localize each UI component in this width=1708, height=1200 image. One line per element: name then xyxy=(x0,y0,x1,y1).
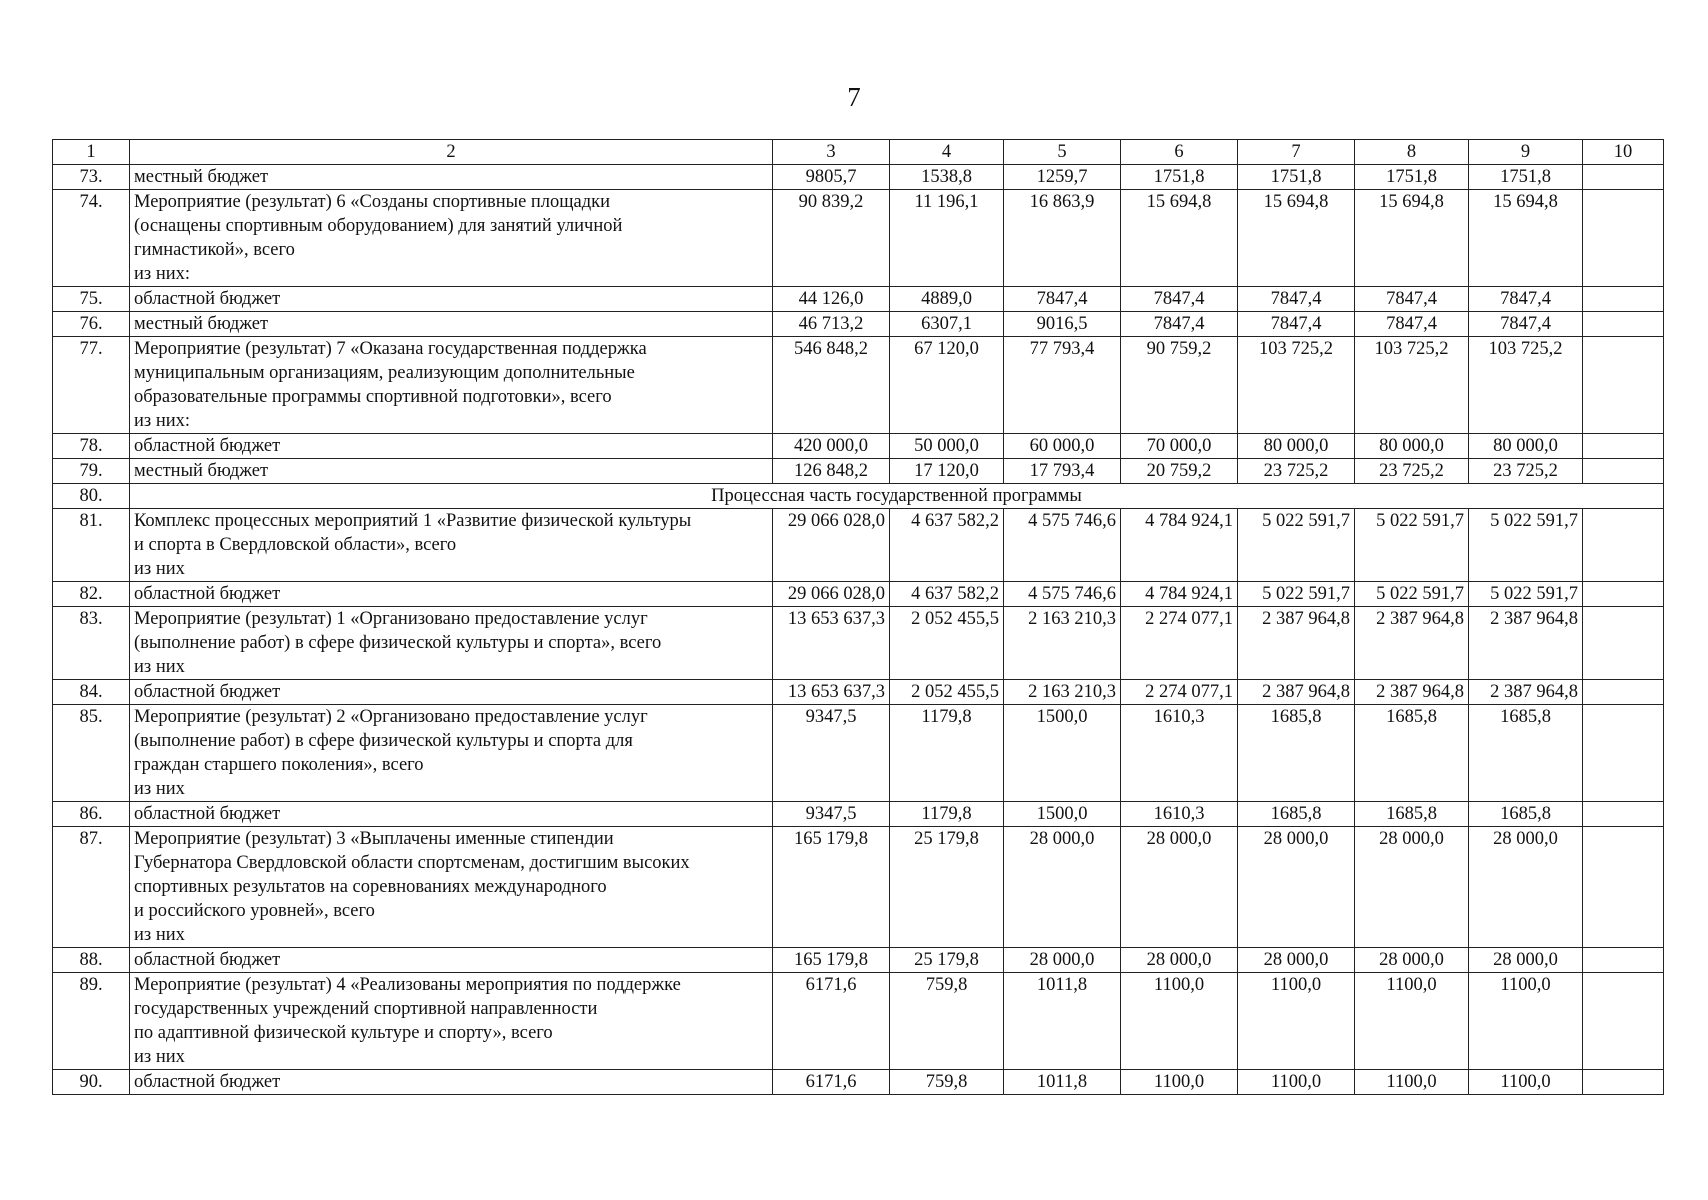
value-cell: 67 120,0 xyxy=(890,337,1004,434)
value-cell xyxy=(1583,827,1664,948)
value-cell: 7847,4 xyxy=(1469,312,1583,337)
value-cell: 28 000,0 xyxy=(1355,827,1469,948)
row-number: 82. xyxy=(53,582,130,607)
table-row xyxy=(53,827,1664,948)
value-cell: 2 052 455,5 xyxy=(890,680,1004,705)
description-line: гимнастикой», всего xyxy=(134,240,295,260)
value-cell: 15 694,8 xyxy=(1121,190,1238,287)
value-cell: 9805,7 xyxy=(773,165,890,190)
description-line: (выполнение работ) в сфере физической культуры и спорта», всего xyxy=(134,633,662,653)
value-cell: 1100,0 xyxy=(1238,973,1355,1070)
value-cell: 1685,8 xyxy=(1355,705,1469,802)
value-cell: 5 022 591,7 xyxy=(1238,582,1355,607)
value-cell xyxy=(1583,680,1664,705)
value-cell: 4 784 924,1 xyxy=(1121,509,1238,582)
description-line: из них xyxy=(134,1047,185,1067)
header-cell: 3 xyxy=(773,140,890,165)
table-row xyxy=(53,165,1664,190)
value-cell: 28 000,0 xyxy=(1238,827,1355,948)
description-line: Мероприятие (результат) 4 «Реализованы мероприятия по поддержке xyxy=(134,975,681,995)
description-line: областной бюджет xyxy=(134,584,281,604)
value-cell: 2 387 964,8 xyxy=(1469,607,1583,680)
value-cell: 28 000,0 xyxy=(1238,948,1355,973)
value-cell: 29 066 028,0 xyxy=(773,582,890,607)
row-number: 73. xyxy=(53,165,130,190)
value-cell: 5 022 591,7 xyxy=(1355,582,1469,607)
header-cell: 2 xyxy=(130,140,773,165)
page-number: 7 xyxy=(847,82,861,112)
value-cell: 1259,7 xyxy=(1004,165,1121,190)
value-cell: 25 179,8 xyxy=(890,827,1004,948)
row-number: 76. xyxy=(53,312,130,337)
value-cell: 9016,5 xyxy=(1004,312,1121,337)
value-cell: 1100,0 xyxy=(1469,973,1583,1070)
value-cell: 1179,8 xyxy=(890,802,1004,827)
value-cell: 1011,8 xyxy=(1004,973,1121,1070)
value-cell: 7847,4 xyxy=(1121,312,1238,337)
value-cell: 28 000,0 xyxy=(1355,948,1469,973)
value-cell: 90 759,2 xyxy=(1121,337,1238,434)
description-line: Комплекс процессных мероприятий 1 «Развитие физической культуры xyxy=(134,511,692,531)
table-row xyxy=(53,705,1664,802)
value-cell: 4 575 746,6 xyxy=(1004,582,1121,607)
table-row xyxy=(53,287,1664,312)
value-cell: 1610,3 xyxy=(1121,802,1238,827)
row-description xyxy=(130,582,773,607)
value-cell: 2 274 077,1 xyxy=(1121,607,1238,680)
value-cell: 1685,8 xyxy=(1238,705,1355,802)
value-cell: 5 022 591,7 xyxy=(1238,509,1355,582)
row-number: 83. xyxy=(53,607,130,680)
value-cell: 7847,4 xyxy=(1355,287,1469,312)
value-cell: 5 022 591,7 xyxy=(1469,582,1583,607)
row-number: 89. xyxy=(53,973,130,1070)
description-line: из них xyxy=(134,657,185,677)
value-cell xyxy=(1583,802,1664,827)
value-cell: 1100,0 xyxy=(1238,1070,1355,1095)
row-number: 78. xyxy=(53,434,130,459)
value-cell: 20 759,2 xyxy=(1121,459,1238,484)
value-cell: 25 179,8 xyxy=(890,948,1004,973)
value-cell: 4 784 924,1 xyxy=(1121,582,1238,607)
description-line: по адаптивной физической культуре и спорту», всего xyxy=(134,1023,553,1043)
value-cell: 1500,0 xyxy=(1004,705,1121,802)
value-cell xyxy=(1583,459,1664,484)
row-number: 86. xyxy=(53,802,130,827)
value-cell: 2 387 964,8 xyxy=(1238,680,1355,705)
table-row xyxy=(53,434,1664,459)
row-number: 74. xyxy=(53,190,130,287)
description-line: образовательные программы спортивной подготовки», всего xyxy=(134,387,612,407)
row-description xyxy=(130,190,773,287)
value-cell: 9347,5 xyxy=(773,705,890,802)
value-cell: 6171,6 xyxy=(773,1070,890,1095)
value-cell: 28 000,0 xyxy=(1004,827,1121,948)
value-cell: 28 000,0 xyxy=(1121,827,1238,948)
description-line: из них xyxy=(134,779,185,799)
row-description xyxy=(130,312,773,337)
description-line: Мероприятие (результат) 6 «Созданы спортивные площадки xyxy=(134,192,611,212)
row-description xyxy=(130,434,773,459)
row-description xyxy=(130,337,773,434)
value-cell xyxy=(1583,165,1664,190)
description-line: областной бюджет xyxy=(134,682,281,702)
budget-table xyxy=(52,139,1664,1095)
value-cell: 1751,8 xyxy=(1121,165,1238,190)
description-line: Мероприятие (результат) 2 «Организовано предоставление услуг xyxy=(134,707,648,727)
row-description xyxy=(130,827,773,948)
description-line: Мероприятие (результат) 7 «Оказана государственная поддержка xyxy=(134,339,647,359)
description-line: из них xyxy=(134,559,185,579)
table-row xyxy=(53,973,1664,1070)
section-row xyxy=(53,484,1664,509)
value-cell xyxy=(1583,190,1664,287)
value-cell: 17 120,0 xyxy=(890,459,1004,484)
value-cell: 1685,8 xyxy=(1238,802,1355,827)
row-description xyxy=(130,705,773,802)
value-cell: 420 000,0 xyxy=(773,434,890,459)
value-cell: 759,8 xyxy=(890,973,1004,1070)
row-number: 85. xyxy=(53,705,130,802)
value-cell: 1100,0 xyxy=(1121,1070,1238,1095)
description-line: спортивных результатов на соревнованиях международного xyxy=(134,877,607,897)
value-cell: 6307,1 xyxy=(890,312,1004,337)
value-cell: 1751,8 xyxy=(1238,165,1355,190)
value-cell: 2 387 964,8 xyxy=(1355,680,1469,705)
value-cell: 2 274 077,1 xyxy=(1121,680,1238,705)
value-cell: 6171,6 xyxy=(773,973,890,1070)
row-number: 80. xyxy=(53,484,130,509)
value-cell xyxy=(1583,312,1664,337)
row-number: 75. xyxy=(53,287,130,312)
value-cell: 7847,4 xyxy=(1121,287,1238,312)
value-cell: 80 000,0 xyxy=(1355,434,1469,459)
value-cell: 103 725,2 xyxy=(1238,337,1355,434)
value-cell: 23 725,2 xyxy=(1238,459,1355,484)
value-cell: 5 022 591,7 xyxy=(1469,509,1583,582)
description-line: Мероприятие (результат) 1 «Организовано предоставление услуг xyxy=(134,609,648,629)
section-title: Процессная часть государственной программы xyxy=(130,484,1664,509)
row-number: 87. xyxy=(53,827,130,948)
header-cell: 8 xyxy=(1355,140,1469,165)
value-cell: 46 713,2 xyxy=(773,312,890,337)
value-cell: 7847,4 xyxy=(1004,287,1121,312)
value-cell: 2 387 964,8 xyxy=(1238,607,1355,680)
value-cell: 50 000,0 xyxy=(890,434,1004,459)
value-cell: 759,8 xyxy=(890,1070,1004,1095)
value-cell: 16 863,9 xyxy=(1004,190,1121,287)
table-row xyxy=(53,1070,1664,1095)
value-cell: 90 839,2 xyxy=(773,190,890,287)
value-cell: 13 653 637,3 xyxy=(773,680,890,705)
value-cell: 1100,0 xyxy=(1355,1070,1469,1095)
value-cell: 165 179,8 xyxy=(773,948,890,973)
value-cell: 9347,5 xyxy=(773,802,890,827)
value-cell: 1610,3 xyxy=(1121,705,1238,802)
value-cell: 15 694,8 xyxy=(1238,190,1355,287)
row-description xyxy=(130,459,773,484)
value-cell: 4 637 582,2 xyxy=(890,509,1004,582)
row-description xyxy=(130,509,773,582)
description-line: государственных учреждений спортивной направленности xyxy=(134,999,598,1019)
value-cell: 1011,8 xyxy=(1004,1070,1121,1095)
value-cell: 1538,8 xyxy=(890,165,1004,190)
description-line: областной бюджет xyxy=(134,289,281,309)
value-cell: 103 725,2 xyxy=(1469,337,1583,434)
row-description xyxy=(130,973,773,1070)
value-cell: 103 725,2 xyxy=(1355,337,1469,434)
row-description xyxy=(130,607,773,680)
value-cell: 13 653 637,3 xyxy=(773,607,890,680)
header-cell: 7 xyxy=(1238,140,1355,165)
value-cell: 7847,4 xyxy=(1238,312,1355,337)
description-line: Мероприятие (результат) 3 «Выплачены именные стипендии xyxy=(134,829,614,849)
value-cell: 1100,0 xyxy=(1469,1070,1583,1095)
value-cell: 23 725,2 xyxy=(1355,459,1469,484)
table-row xyxy=(53,509,1664,582)
value-cell: 44 126,0 xyxy=(773,287,890,312)
value-cell xyxy=(1583,287,1664,312)
value-cell: 15 694,8 xyxy=(1355,190,1469,287)
table-row xyxy=(53,190,1664,287)
value-cell: 2 163 210,3 xyxy=(1004,680,1121,705)
value-cell: 1685,8 xyxy=(1469,705,1583,802)
value-cell xyxy=(1583,973,1664,1070)
description-line: из них xyxy=(134,925,185,945)
value-cell: 11 196,1 xyxy=(890,190,1004,287)
table-row xyxy=(53,459,1664,484)
table-row xyxy=(53,582,1664,607)
header-cell: 1 xyxy=(53,140,130,165)
value-cell: 1500,0 xyxy=(1004,802,1121,827)
value-cell xyxy=(1583,434,1664,459)
row-number: 90. xyxy=(53,1070,130,1095)
description-line: областной бюджет xyxy=(134,950,281,970)
table-row xyxy=(53,337,1664,434)
table-row xyxy=(53,607,1664,680)
value-cell: 4 575 746,6 xyxy=(1004,509,1121,582)
value-cell: 4 637 582,2 xyxy=(890,582,1004,607)
value-cell: 126 848,2 xyxy=(773,459,890,484)
value-cell xyxy=(1583,607,1664,680)
row-number: 79. xyxy=(53,459,130,484)
description-line: граждан старшего поколения», всего xyxy=(134,755,424,775)
value-cell: 4889,0 xyxy=(890,287,1004,312)
value-cell: 70 000,0 xyxy=(1121,434,1238,459)
value-cell: 2 387 964,8 xyxy=(1355,607,1469,680)
header-cell: 5 xyxy=(1004,140,1121,165)
description-line: областной бюджет xyxy=(134,436,281,456)
value-cell: 29 066 028,0 xyxy=(773,509,890,582)
description-line: муниципальным организациям, реализующим дополнительные xyxy=(134,363,635,383)
row-description xyxy=(130,165,773,190)
value-cell xyxy=(1583,582,1664,607)
description-line: местный бюджет xyxy=(134,461,269,481)
row-number: 81. xyxy=(53,509,130,582)
value-cell: 1100,0 xyxy=(1355,973,1469,1070)
row-number: 77. xyxy=(53,337,130,434)
value-cell: 2 387 964,8 xyxy=(1469,680,1583,705)
value-cell: 1751,8 xyxy=(1355,165,1469,190)
row-description xyxy=(130,287,773,312)
table-row xyxy=(53,680,1664,705)
row-description xyxy=(130,680,773,705)
row-number: 84. xyxy=(53,680,130,705)
row-number: 88. xyxy=(53,948,130,973)
description-line: Губернатора Свердловской области спортсменам, достигшим высоких xyxy=(134,853,690,873)
value-cell: 5 022 591,7 xyxy=(1355,509,1469,582)
value-cell xyxy=(1583,1070,1664,1095)
value-cell xyxy=(1583,705,1664,802)
value-cell: 17 793,4 xyxy=(1004,459,1121,484)
table-row xyxy=(53,312,1664,337)
value-cell: 7847,4 xyxy=(1238,287,1355,312)
row-description xyxy=(130,1070,773,1095)
description-line: и российского уровней», всего xyxy=(134,901,375,921)
value-cell: 2 163 210,3 xyxy=(1004,607,1121,680)
value-cell: 1751,8 xyxy=(1469,165,1583,190)
header-cell: 9 xyxy=(1469,140,1583,165)
description-line: (выполнение работ) в сфере физической культуры и спорта для xyxy=(134,731,633,751)
row-description xyxy=(130,948,773,973)
value-cell: 1179,8 xyxy=(890,705,1004,802)
value-cell: 80 000,0 xyxy=(1238,434,1355,459)
description-line: из них: xyxy=(134,264,191,284)
table-row xyxy=(53,948,1664,973)
value-cell: 1685,8 xyxy=(1355,802,1469,827)
value-cell xyxy=(1583,509,1664,582)
table-row xyxy=(53,802,1664,827)
description-line: (оснащены спортивным оборудованием) для занятий уличной xyxy=(134,216,623,236)
value-cell: 546 848,2 xyxy=(773,337,890,434)
row-description xyxy=(130,802,773,827)
value-cell: 23 725,2 xyxy=(1469,459,1583,484)
value-cell xyxy=(1583,337,1664,434)
header-cell: 6 xyxy=(1121,140,1238,165)
header-row xyxy=(53,140,1664,165)
value-cell: 15 694,8 xyxy=(1469,190,1583,287)
description-line: из них: xyxy=(134,411,191,431)
value-cell: 80 000,0 xyxy=(1469,434,1583,459)
value-cell: 28 000,0 xyxy=(1469,827,1583,948)
description-line: областной бюджет xyxy=(134,804,281,824)
description-line: местный бюджет xyxy=(134,314,269,334)
value-cell: 1685,8 xyxy=(1469,802,1583,827)
header-cell: 10 xyxy=(1583,140,1664,165)
value-cell xyxy=(1583,948,1664,973)
value-cell: 28 000,0 xyxy=(1121,948,1238,973)
value-cell: 7847,4 xyxy=(1355,312,1469,337)
value-cell: 165 179,8 xyxy=(773,827,890,948)
value-cell: 1100,0 xyxy=(1121,973,1238,1070)
value-cell: 28 000,0 xyxy=(1469,948,1583,973)
description-line: местный бюджет xyxy=(134,167,269,187)
description-line: областной бюджет xyxy=(134,1072,281,1092)
value-cell: 77 793,4 xyxy=(1004,337,1121,434)
header-cell: 4 xyxy=(890,140,1004,165)
value-cell: 2 052 455,5 xyxy=(890,607,1004,680)
value-cell: 7847,4 xyxy=(1469,287,1583,312)
description-line: и спорта в Свердловской области», всего xyxy=(134,535,457,555)
value-cell: 60 000,0 xyxy=(1004,434,1121,459)
value-cell: 28 000,0 xyxy=(1004,948,1121,973)
